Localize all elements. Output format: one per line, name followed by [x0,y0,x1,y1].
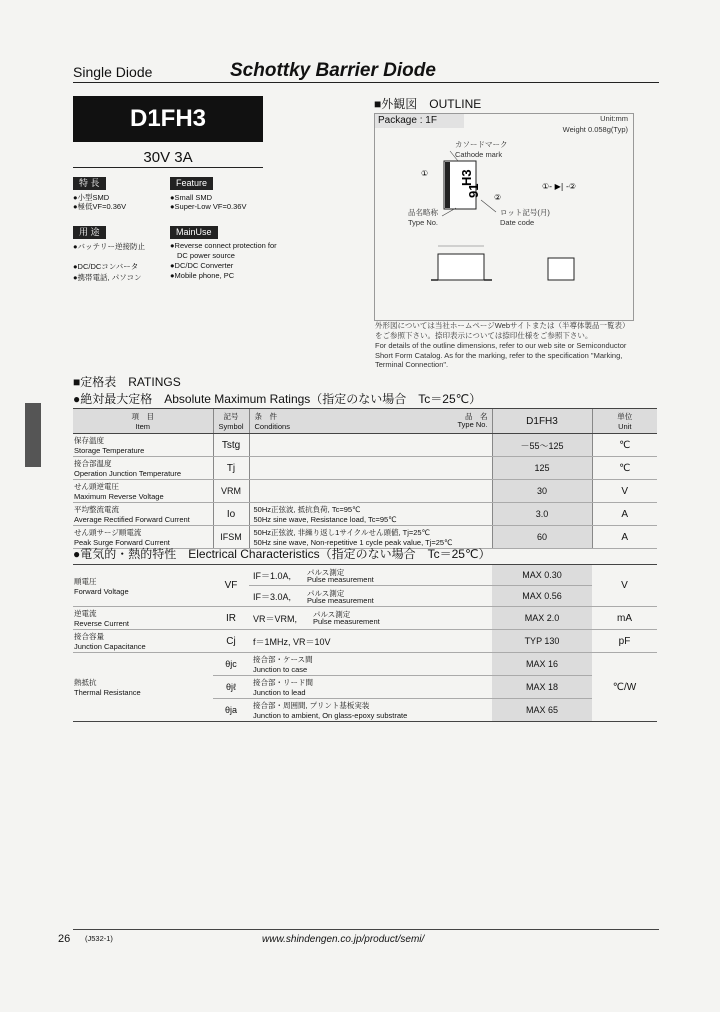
unit-label: Unit:mm [600,114,628,123]
rating-symbol: Tj [213,457,249,480]
elec-cond: f＝1MHz, VR＝10V [249,630,492,653]
product-category-title: Schottky Barrier Diode [230,60,436,81]
elec-item-jp: 熱抵抗 [74,678,97,687]
elec-item-jp: 接合容量 [74,632,104,641]
elec-cond-jp: 接合部・ケース間 [253,655,313,664]
elec-cond-jp: 接合部・リード間 [253,678,313,687]
rating-item-en: Peak Surge Forward Current [74,538,170,547]
elec-value: MAX 18 [492,676,592,699]
mainuse-en-item: ●DC/DC Converter [170,261,234,270]
cathode-mark-jp: カソードマーク [455,140,508,149]
pin1-label: ① [421,169,429,178]
feature-jp-item: ●極低VF=0.36V [73,202,127,211]
elec-cond-jp: 接合部・周囲間, プリント基板実装 [253,701,370,710]
rating-unit: ℃ [592,457,657,480]
rating-row [73,457,657,480]
item-header-jp: 項 目 [131,412,154,421]
package-label: Package : 1F [375,114,464,128]
elec-value: MAX 0.56 [492,586,592,607]
package-side-view [438,254,484,280]
elec-symbol: IR [213,607,249,630]
feature-en-tag: Feature [170,177,213,190]
feature-en-item: ●Small SMD [170,193,213,202]
feature-jp-item: ●小型SMD [73,193,110,202]
part-header: D1FH3 [492,409,592,434]
rating-symbol: Tstg [213,434,249,457]
feature-jp-list [73,193,126,211]
symbol-header-jp: 記号 [223,412,239,421]
elec-value: TYP 130 [492,630,592,653]
elec-cond-en: Pulse measurement [307,596,374,605]
outline-note-en: For details of the outline dimensions, refer to our web site or Semiconductor Short Form Catalog. As for the marking, refer to the specification "Marking, Terminal Connection". [375,341,627,369]
abs-max-subtitle: ●絶対最大定格 Absolute Maximum Ratings（指定のない場合 Tc＝25℃） [73,392,482,406]
elec-row [73,565,657,586]
electrical-table [73,564,657,722]
elec-cond: IF＝3.0A, [253,591,292,602]
elec-cond-en: Pulse measurement [313,617,380,626]
elec-symbol: Cj [213,630,249,653]
rating-row [73,503,657,526]
rating-unit: ℃ [592,434,657,457]
elec-item-jp: 逆電流 [74,609,97,618]
rating-value: 30 [492,480,592,503]
feature-jp-tag: 特 長 [73,177,106,190]
unit-header-jp: 単位 [617,412,633,421]
date-code-en: Date code [500,218,535,227]
mainuse-en-item: DC power source [177,251,235,260]
item-header-en: Item [135,422,151,431]
mainuse-jp-list [73,241,145,283]
rating-unit: A [592,526,657,549]
part-rating: 30V 3A [143,149,193,166]
elec-cond-en: Pulse measurement [307,575,374,584]
series-label: Single Diode [73,64,153,80]
outline-note-jp: 外形図については当社ホームページWebサイトまたは（半導体製品一覧表）をご参照下さい。捺印表示については捺印仕様をご参照下さい。 [375,321,630,340]
absolute-ratings-table [73,408,657,549]
rating-item-jp: せん頭逆電圧 [74,482,119,491]
mainuse-en-item: ●Reverse connect protection for [170,241,277,250]
package-end-view [548,258,574,280]
pin-diagram: ①- ▶| -② [542,182,577,191]
rating-value: －55～125 [492,434,592,457]
rating-value: 60 [492,526,592,549]
ratings-title: ■定格表 RATINGS [73,375,181,389]
elec-symbol: θjc [213,653,249,676]
elec-unit: pF [592,630,657,653]
rating-cond-en: 50Hz sine wave, Non-repetitive 1 cycle peak value, Tj=25℃ [253,538,453,547]
elec-unit: V [592,565,657,607]
elec-item-jp: 順電圧 [74,576,97,586]
elec-cond-jp: パルス測定 [313,610,351,619]
rating-unit: A [592,503,657,526]
marking-type-text: H3 [459,169,474,186]
electrical-subtitle: ●電気的・熱的特性 Electrical Characteristics（指定のない場合 Tc＝25℃） [73,547,491,561]
rating-cond-jp: 50Hz正弦波, 非繰り返し1サイクルせん頭値, Tj=25℃ [253,528,431,537]
rating-cond-jp: 50Hz正弦波, 抵抗負荷, Tc=95℃ [253,505,361,514]
elec-cond-jp: パルス測定 [307,589,345,598]
rating-row [73,480,657,503]
elec-symbol: VF [213,565,249,607]
weight-label: Weight 0.058g(Typ) [562,125,628,134]
elec-symbol: θja [213,699,249,722]
marking-date-text: 91 [466,183,481,198]
feature-en-item: ●Super-Low VF=0.36V [170,202,247,211]
page-number: 26 [58,933,71,945]
rating-symbol: VRM [213,480,249,503]
type-no-jp: 品名略称 [408,208,438,217]
rating-item-jp: 平均整流電流 [74,505,119,514]
rating-item-en: Operation Junction Temperature [74,469,182,478]
elec-cond: IF＝1.0A, [253,570,292,581]
unit-header-en: Unit [618,422,632,431]
mainuse-en-item: ●Mobile phone, PC [170,271,235,280]
elec-row [73,607,657,630]
elec-item-en: Forward Voltage [74,586,129,596]
mainuse-en-tag: MainUse [170,226,218,239]
rating-row [73,434,657,457]
rating-item-en: Maximum Reverse Voltage [74,492,164,501]
rating-item-en: Storage Temperature [74,446,145,455]
rating-divider [73,167,263,168]
type-header-jp: 品 名 [465,412,488,421]
mainuse-en-list [170,241,277,281]
mainuse-jp-item: ●携帯電話, パソコン [73,273,142,282]
rating-unit: V [592,480,657,503]
rating-item-jp: 保存温度 [74,436,104,445]
cond-header-jp: 条 件 [254,412,277,421]
ratings-header-row [73,409,657,434]
rating-symbol: Io [213,503,249,526]
elec-cond-en: Junction to lead [253,688,306,697]
elec-row [73,630,657,653]
type-header-en: Type No. [457,420,488,429]
elec-value: MAX 65 [492,699,592,722]
rating-value: 125 [492,457,592,480]
elec-item-en: Reverse Current [74,619,130,628]
mainuse-jp-item: ●バッテリー逆接防止 [73,242,146,251]
rating-symbol: IFSM [213,526,249,549]
mainuse-jp-item: ●DC/DCコンバータ [73,262,139,271]
rating-item-jp: 接合部温度 [74,459,112,468]
mainuse-jp-tag: 用 途 [73,226,106,239]
rating-value: 3.0 [492,503,592,526]
header-divider [73,82,659,83]
symbol-header-en: Symbol [218,422,244,431]
outline-title: ■外観図 OUTLINE [374,97,482,111]
feature-en-list [170,193,246,211]
elec-row [73,653,657,676]
doc-code: (J532-1) [85,934,113,943]
elec-value: MAX 2.0 [492,607,592,630]
elec-cond: VR＝VRM, [253,613,298,624]
elec-value: MAX 16 [492,653,592,676]
elec-unit: mA [592,607,657,630]
elec-unit: ℃/W [592,653,657,722]
website-link[interactable]: www.shindengen.co.jp/product/semi/ [262,934,425,945]
date-code-jp: ロット記号(月) [500,208,550,217]
elec-cond-en: Junction to ambient, On glass-epoxy substrate [253,711,408,720]
rating-item-en: Average Rectified Forward Current [74,515,190,524]
elec-symbol: θjℓ [213,676,249,699]
rating-item-jp: せん頭サージ順電流 [74,528,142,537]
part-number-box: D1FH3 [73,96,263,142]
chapter-tab [25,403,41,467]
footer-divider [73,929,659,930]
cathode-band [445,162,450,208]
type-no-en: Type No. [408,218,439,227]
elec-item-en: Thermal Resistance [74,688,141,697]
pin2-label: ② [494,193,502,202]
cathode-mark-en: Cathode mark [455,150,503,159]
elec-value: MAX 0.30 [492,565,592,586]
elec-item-en: Junction Capacitance [74,642,146,651]
cond-header-en: Conditions [254,422,290,431]
rating-cond-en: 50Hz sine wave, Resistance load, Tc=95℃ [253,515,397,524]
elec-cond-jp: パルス測定 [307,568,345,577]
elec-cond-en: Junction to case [253,665,308,674]
